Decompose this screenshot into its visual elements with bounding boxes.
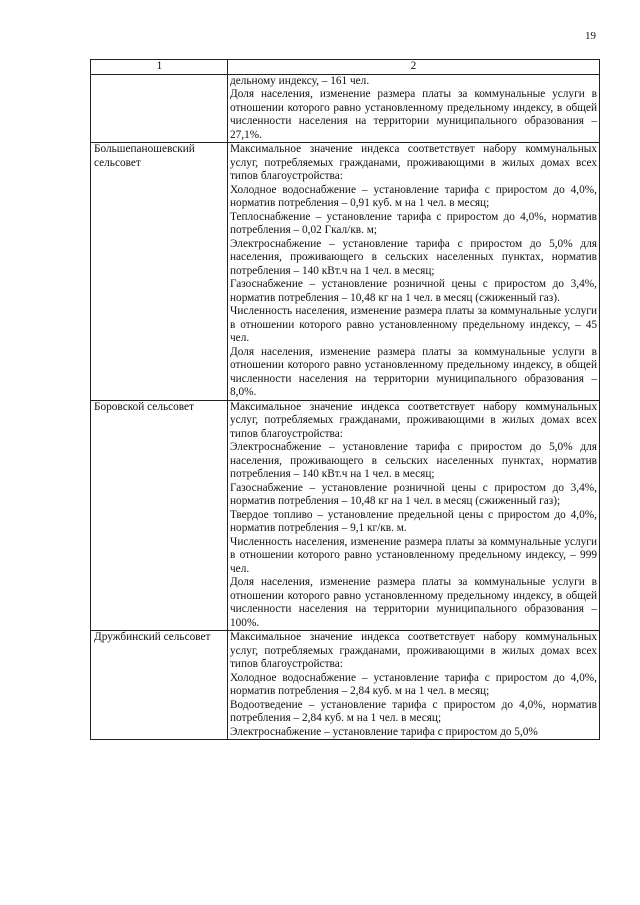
row-description [228, 143, 600, 401]
paragraph: Численность населения, изменение размера платы за коммунальные услуги в отношении которого равно установленному предельному индексу, – 999 чел. [230, 535, 597, 575]
paragraph: дельному индексу, – 161 чел. [230, 74, 370, 87]
paragraph: Водоотведение – установление тарифа с приростом до 4,0%, норматив потребления – 2,84 куб. м на 1 чел. в месяц; [230, 698, 597, 724]
paragraph: Электроснабжение – установление тарифа с приростом до 5,0% для населения, проживающего в сельских населенных пунктах, норматив потребления – 140 кВт.ч на 1 чел. в месяц; [230, 441, 597, 480]
paragraph: Максимальное значение индекса соответствует набору коммунальных услуг, потребляемых гражданами, проживающими в жилых домах всех типов благоустройства: [230, 631, 597, 670]
municipality-name: Боровской сельсовет [91, 400, 228, 631]
table-row [91, 74, 600, 143]
paragraph: Холодное водоснабжение – установление тарифа с приростом до 4,0%, норматив потребления – 0,91 куб. м на 1 чел. в месяц; [230, 183, 597, 209]
page-number: 19 [585, 30, 596, 42]
municipality-name: Дружбинский сельсовет [91, 631, 228, 740]
paragraph: Доля населения, изменение размера платы за коммунальные услуги в отношении которого равно установленному предельному индексу, в общей численности населения на территории муниципального образования – 100%. [230, 576, 597, 629]
municipality-name [91, 74, 228, 143]
paragraph: Доля населения, изменение размера платы за коммунальные услуги в отношении которого равно установленному предельному индексу, в общей численности населения на территории муниципального образования – 27,1%. [230, 88, 597, 141]
table-row [91, 631, 600, 740]
paragraph: Максимальное значение индекса соответствует набору коммунальных услуг, потребляемых гражданами, проживающими в жилых домах всех типов благоустройства: [230, 143, 597, 182]
table-row [91, 400, 600, 631]
paragraph: Доля населения, изменение размера платы за коммунальные услуги в отношении которого равно установленному предельному индексу, в общей численности населения на территории муниципального образования – 8,0%. [230, 345, 597, 398]
header-col-2: 2 [228, 60, 600, 75]
row-description [228, 74, 600, 143]
paragraph: Численность населения, изменение размера платы за коммунальные услуги в отношении которого равно установленному предельному индексу, – 45 чел. [230, 305, 597, 344]
paragraph: Максимальное значение индекса соответствует набору коммунальных услуг, потребляемых гражданами, проживающими в жилых домах всех типов благоустройства: [230, 400, 597, 440]
table-row [91, 143, 600, 401]
row-description [228, 631, 600, 740]
paragraph: Газоснабжение – установление розничной цены с приростом до 3,4%, норматив потребления – 10,48 кг на 1 чел. в месяц (сжиженный газ); [230, 481, 597, 507]
table-header-row [91, 60, 600, 75]
paragraph: Холодное водоснабжение – установление тарифа с приростом до 4,0%, норматив потребления – 2,84 куб. м на 1 чел. в месяц; [230, 671, 597, 697]
paragraph: Твердое топливо – установление предельной цены с приростом до 4,0%, норматив потребления – 9,1 кг/кв. м. [230, 508, 597, 534]
row-description [228, 400, 600, 631]
paragraph: Электроснабжение – установление тарифа с приростом до 5,0% для населения, проживающего в сельских населенных пунктах, норматив потребления – 140 кВт.ч на 1 чел. в месяц; [230, 237, 597, 277]
paragraph: Электроснабжение – установление тарифа с приростом до 5,0% [230, 725, 538, 738]
header-col-1: 1 [91, 60, 228, 75]
municipal-index-table [90, 59, 600, 740]
paragraph: Теплоснабжение – установление тарифа с приростом до 4,0%, норматив потребления – 0,02 Гкал/кв. м; [230, 210, 597, 236]
municipality-name: Большепаношевский сельсовет [91, 143, 228, 401]
paragraph: Газоснабжение – установление розничной цены с приростом до 3,4%, норматив потребления – 10,48 кг на 1 чел. в месяц (сжиженный газ). [230, 278, 597, 304]
